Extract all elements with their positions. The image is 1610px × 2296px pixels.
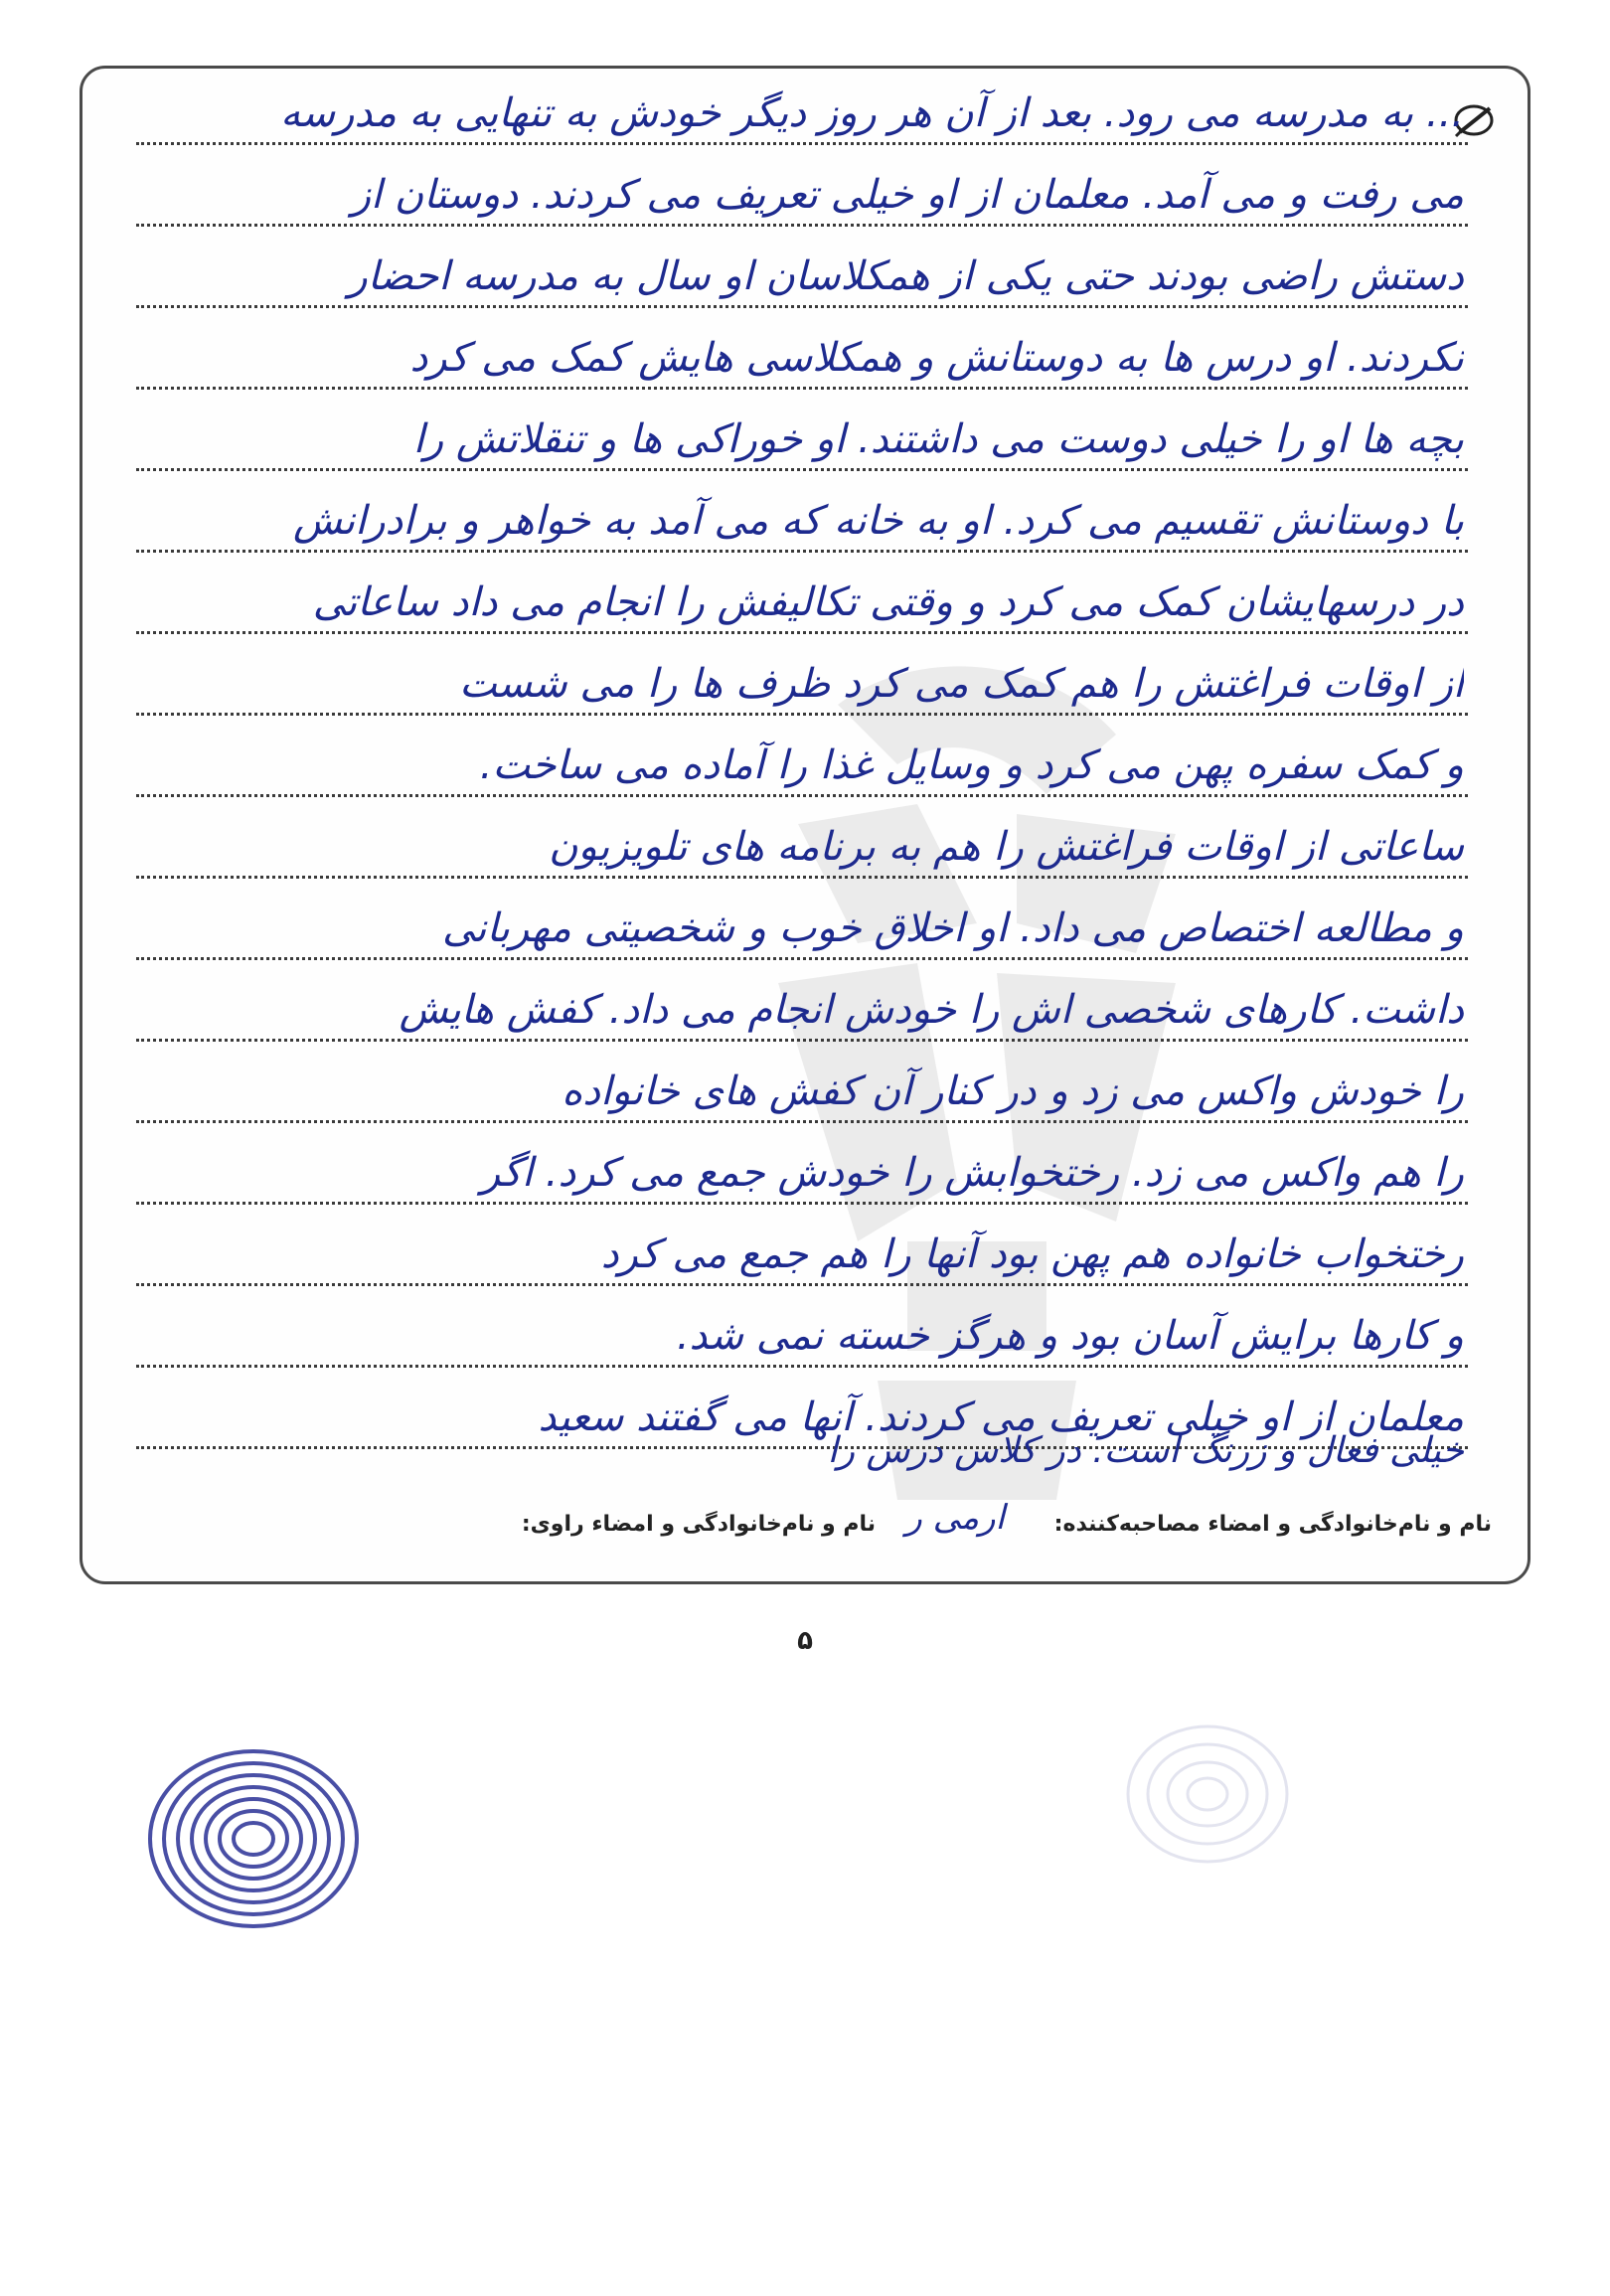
dotted-rule bbox=[136, 387, 1468, 390]
dotted-rule bbox=[136, 1283, 1468, 1286]
handwritten-line: رختخواب خانواده هم پهن بود آنها را هم جمع می کرد bbox=[600, 1231, 1464, 1277]
dotted-rule bbox=[136, 957, 1468, 960]
dotted-rule bbox=[136, 794, 1468, 797]
narrator-signature-label: نام و نام‌خانوادگی و امضاء راوی: bbox=[521, 1512, 876, 1537]
dotted-rule bbox=[136, 1120, 1468, 1123]
page-number: ۵ bbox=[797, 1626, 813, 1656]
handwritten-line: داشت. کارهای شخصی اش را خودش انجام می داد. کفش هایش bbox=[399, 987, 1464, 1033]
handwritten-line: ساعاتی از اوقات فراغتش را هم به برنامه های تلویزیون bbox=[549, 824, 1464, 870]
dotted-rule bbox=[136, 550, 1468, 553]
dotted-rule bbox=[136, 631, 1468, 634]
dotted-rule bbox=[136, 1039, 1468, 1042]
handwritten-line: و کارها برایش آسان بود و هرگز خسته نمی شد. bbox=[676, 1313, 1464, 1359]
dotted-rule bbox=[136, 876, 1468, 879]
interview-form-frame bbox=[80, 66, 1530, 1584]
handwritten-line: و مطالعه اختصاص می داد. او اخلاق خوب و شخصیتی مهربانی bbox=[442, 905, 1464, 951]
interviewer-signature: ارمی ر bbox=[905, 1498, 1005, 1538]
signature-footer bbox=[118, 1494, 1492, 1563]
handwritten-line: را هم واکس می زد. رختخوابش را خودش جمع می کرد. اگر bbox=[480, 1150, 1464, 1196]
dotted-rule bbox=[136, 224, 1468, 227]
handwritten-line: را خودش واکس می زد و در کنار آن کفش های خانواده bbox=[562, 1068, 1464, 1114]
handwritten-line: از اوقات فراغتش را هم کمک می کرد ظرف ها را می شست bbox=[459, 661, 1464, 707]
handwritten-line: خیلی فعال و زرنگ است. در کلاس درس را bbox=[827, 1430, 1464, 1471]
handwritten-line: بچه ها او را خیلی دوست می داشتند. او خوراکی ها و تنقلاتش را bbox=[412, 416, 1464, 462]
handwritten-line: نکردند. او درس ها به دوستانش و همکلاسی هایش کمک می کرد bbox=[409, 335, 1464, 381]
handwritten-line: دستش راضی بودند حتی یکی از همکلاسان او سال به مدرسه احضار bbox=[348, 253, 1464, 299]
dotted-rule bbox=[136, 142, 1468, 145]
handwritten-line: می رفت و می آمد. معلمان از او خیلی تعریف می کردند. دوستان از bbox=[351, 172, 1464, 218]
handwritten-line: معلمان از او خیلی تعریف می کردند. آنها می گفتند سعید bbox=[538, 1394, 1464, 1440]
handwritten-line: با دوستانش تقسیم می کرد. او به خانه که می آمد به خواهر و برادرانش bbox=[292, 498, 1464, 544]
interviewer-signature-label: نام و نام‌خانوادگی و امضاء مصاحبه‌کننده: bbox=[1053, 1512, 1492, 1537]
dotted-rule bbox=[136, 713, 1468, 716]
fingerprint-icon bbox=[139, 1729, 368, 1948]
handwritten-line: و کمک سفره پهن می کرد و وسایل غذا را آماده می ساخت. bbox=[479, 742, 1464, 788]
dotted-rule bbox=[136, 1365, 1468, 1368]
handwritten-line: در درسهایشان کمک می کرد و وقتی تکالیفش را انجام می داد ساعاتی bbox=[312, 579, 1464, 625]
faint-fingerprint-icon bbox=[1113, 1710, 1302, 1879]
handwritten-line: ... به مدرسه می رود. بعد از آن هر روز دیگر خودش به تنهایی به مدرسه bbox=[280, 90, 1464, 136]
dotted-rule bbox=[136, 1202, 1468, 1205]
dotted-rule bbox=[136, 305, 1468, 308]
dotted-rule bbox=[136, 468, 1468, 471]
